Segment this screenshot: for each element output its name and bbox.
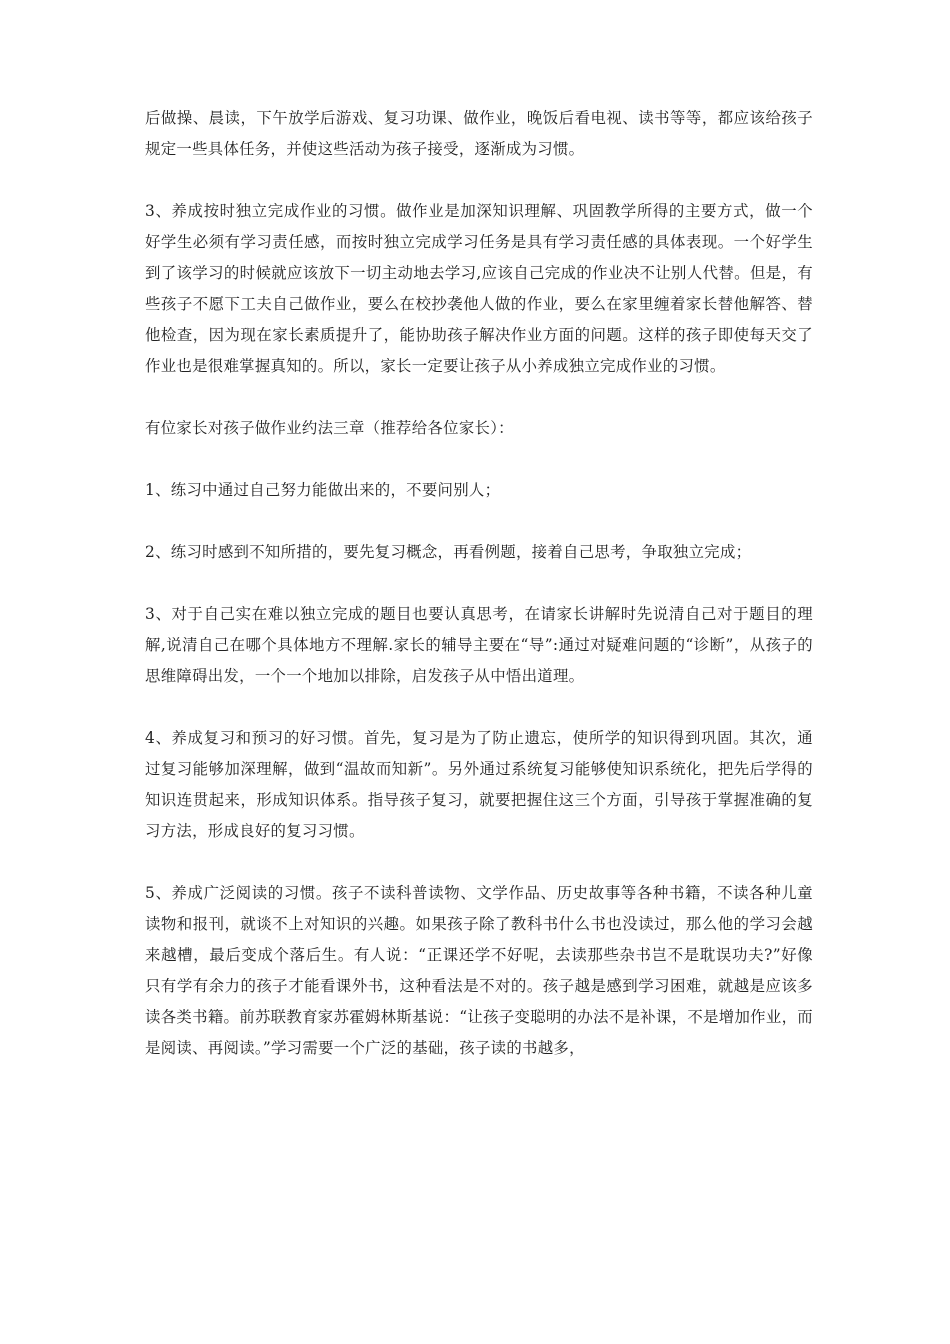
document-body xyxy=(145,103,813,1064)
paragraph-three-rules-intro: 有位家长对孩子做作业约法三章（推荐给各位家长）： xyxy=(145,419,514,437)
paragraph-homework-habit: 3、养成按时独立完成作业的习惯。做作业是加深知识理解、巩固教学所得的主要方式，做一个好学生必须有学习责任感，而按时独立完成学习任务是具有学习责任感的具体表现。一个好学生到了该学习的时候就应该放下一切主动地去学习,应该自己完成的作业决不让别人代替。但是，有些孩子不愿下工夫自己做作业，要么在校抄袭他人做的作业，要么在家里缠着家长替他解答、替他检查，因为现在家长素质提升了，能协助孩子解决作业方面的问题。这样的孩子即使每天交了作业也是很难掌握真知的。所以，家长一定要让孩子从小养成独立完成作业的习惯。 xyxy=(145,202,813,375)
paragraph-rule-3: 3、对于自己实在难以独立完成的题目也要认真思考，在请家长讲解时先说清自己对于题目的理解,说清自己在哪个具体地方不理解.家长的辅导主要在“导”:通过对疑难问题的“诊断”，从孩子的思维障碍出发，一个一个地加以排除，启发孩子从中悟出道理。 xyxy=(145,605,813,685)
paragraph-rule-2: 2、练习时感到不知所措的，要先复习概念，再看例题，接着自己思考，争取独立完成； xyxy=(145,543,752,561)
paragraph-rule-1: 1、练习中通过自己努力能做出来的，不要问别人； xyxy=(145,481,501,499)
paragraph-routine-tasks: 后做操、晨读，下午放学后游戏、复习功课、做作业，晚饭后看电视、读书等等，都应该给孩子规定一些具体任务，并使这些活动为孩子接受，逐渐成为习惯。 xyxy=(145,109,813,158)
paragraph-reading-habit: 5、养成广泛阅读的习惯。孩子不读科普读物、文学作品、历史故事等各种书籍，不读各种儿童读物和报刊，就谈不上对知识的兴趣。如果孩子除了教科书什么书也没读过，那么他的学习会越来越槽，最后变成个落后生。有人说：“正课还学不好呢，去读那些杂书岂不是耽误功夫?”好像只有学有余力的孩子才能看课外书，这种看法是不对的。孩子越是感到学习困难，就越是应该多读各类书籍。前苏联教育家苏霍姆林斯基说：“让孩子变聪明的办法不是补课，不是增加作业，而是阅读、再阅读。”学习需要一个广泛的基础，孩子读的书越多， xyxy=(145,884,813,1057)
paragraph-review-habit: 4、养成复习和预习的好习惯。首先，复习是为了防止遗忘，使所学的知识得到巩固。其次，通过复习能够加深理解，做到“温故而知新”。另外通过系统复习能够使知识系统化，把先后学得的知识连贯起来，形成知识体系。指导孩子复习，就要把握住这三个方面，引导孩于掌握准确的复习方法，形成良好的复习习惯。 xyxy=(145,729,813,840)
